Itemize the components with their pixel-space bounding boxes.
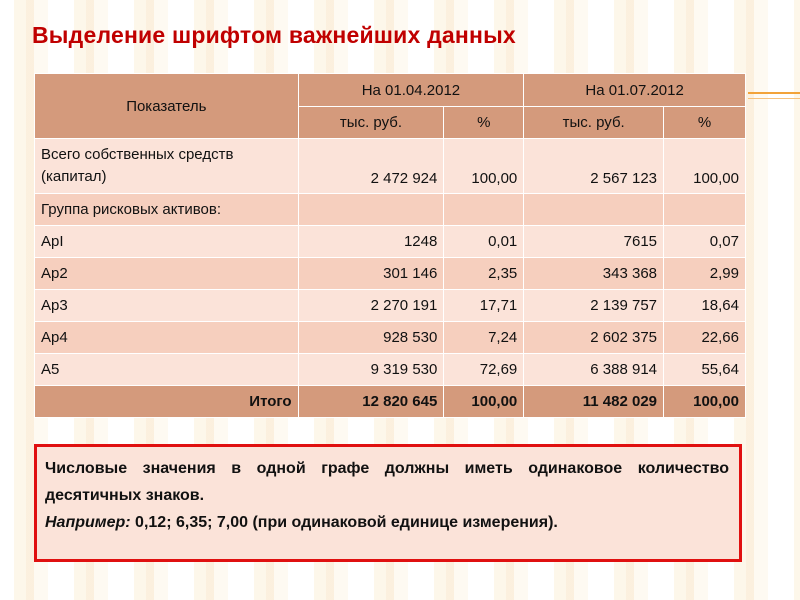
row-percent-1: 2,35 (444, 258, 524, 290)
row-percent-1: 17,71 (444, 290, 524, 322)
header-period-2: На 01.07.2012 (524, 74, 746, 107)
row-percent-1 (444, 194, 524, 226)
table-row (35, 226, 746, 258)
row-value-2: 343 368 (524, 258, 664, 290)
page-title: Выделение шрифтом важнейших данных (32, 22, 516, 48)
table-row (35, 139, 746, 194)
row-percent-2 (664, 194, 746, 226)
total-percent-1: 100,00 (444, 386, 524, 418)
note-rule: Числовые значения в одной графе должны иметь одинаковое количество десятичных знаков. (45, 460, 729, 504)
accent-line-thin (748, 98, 800, 99)
row-percent-2: 55,64 (664, 354, 746, 386)
row-value-1: 1248 (298, 226, 444, 258)
header-unit-percent-1: % (444, 107, 524, 139)
table-row (35, 354, 746, 386)
row-value-2: 2 602 375 (524, 322, 664, 354)
total-label: Итого (35, 386, 299, 418)
data-table (34, 73, 746, 418)
table-row (35, 322, 746, 354)
total-percent-2: 100,00 (664, 386, 746, 418)
row-percent-2: 100,00 (664, 139, 746, 194)
row-value-1: 301 146 (298, 258, 444, 290)
table-row (35, 194, 746, 226)
row-label: АрI (35, 226, 299, 258)
row-value-1 (298, 194, 444, 226)
table-row (35, 258, 746, 290)
note-example-text: 0,12; 6,35; 7,00 (при одинаковой единице измерения). (130, 514, 558, 531)
row-percent-1: 100,00 (444, 139, 524, 194)
header-period-1: На 01.04.2012 (298, 74, 524, 107)
row-value-2: 2 567 123 (524, 139, 664, 194)
table-row (35, 290, 746, 322)
header-unit-thousand-2: тыс. руб. (524, 107, 664, 139)
row-percent-2: 18,64 (664, 290, 746, 322)
total-value-2: 11 482 029 (524, 386, 664, 418)
header-unit-percent-2: % (664, 107, 746, 139)
row-percent-1: 0,01 (444, 226, 524, 258)
row-label: Ар3 (35, 290, 299, 322)
row-value-1: 9 319 530 (298, 354, 444, 386)
row-percent-2: 2,99 (664, 258, 746, 290)
note-box (34, 444, 742, 562)
total-value-1: 12 820 645 (298, 386, 444, 418)
row-value-1: 2 472 924 (298, 139, 444, 194)
row-label: Всего собственных средств (капитал) (35, 139, 299, 194)
row-value-2: 6 388 914 (524, 354, 664, 386)
header-unit-thousand-1: тыс. руб. (298, 107, 444, 139)
accent-line (748, 92, 800, 94)
row-percent-1: 7,24 (444, 322, 524, 354)
note-example-label: Например: (45, 514, 131, 531)
row-value-1: 2 270 191 (298, 290, 444, 322)
row-value-2: 2 139 757 (524, 290, 664, 322)
header-indicator: Показатель (35, 74, 299, 139)
row-value-2: 7615 (524, 226, 664, 258)
row-value-2 (524, 194, 664, 226)
row-percent-1: 72,69 (444, 354, 524, 386)
total-row (35, 386, 746, 418)
row-label: Ар4 (35, 322, 299, 354)
row-label: А5 (35, 354, 299, 386)
row-percent-2: 0,07 (664, 226, 746, 258)
row-label: Группа рисковых активов: (35, 194, 299, 226)
row-label: Ар2 (35, 258, 299, 290)
row-percent-2: 22,66 (664, 322, 746, 354)
row-value-1: 928 530 (298, 322, 444, 354)
note-example (45, 509, 729, 536)
